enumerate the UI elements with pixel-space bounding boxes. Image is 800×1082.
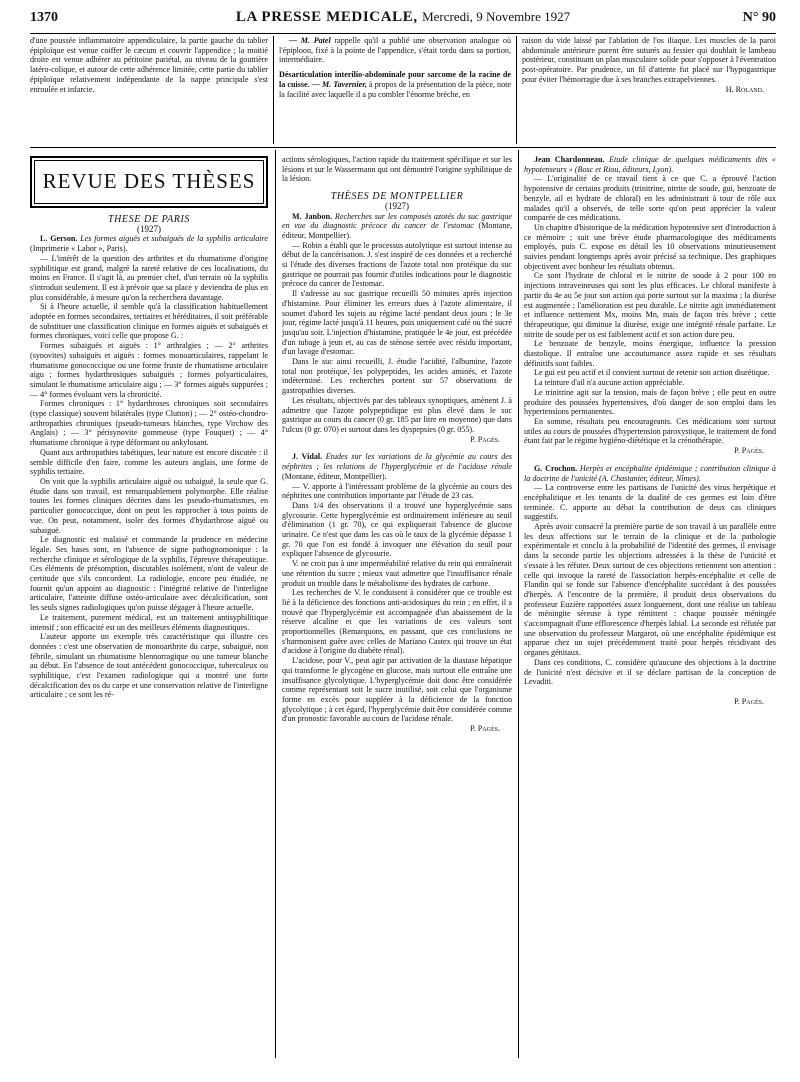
review-publisher: (A. Chastanier, éditeur, Nîmes). [596, 473, 701, 483]
text-paragraph: V. ne croit pas à une imperméabilité relative du rein qui entraînerait une rétention du sucre ; mieux vaut admettre que l'insuffisance rénale produit un trouble dans le métabolisme des hydrates de carbone. [282, 559, 512, 588]
signature: P. Pagès. [470, 434, 500, 444]
text-paragraph: — V. apporte à l'intéressant problème de la glycémie au cours des néphrites une contribution importante par l'étude de 23 cas. [282, 481, 512, 501]
text-paragraph: L'auteur apporte un exemple très caractéristique qui illustre ces données : c'est une observation de monoarthrite du carpe, subaiguë, non fébrile, simulant un rhumatisme blennorragique ou une tumeur blanche au début. En l'absence de tout antécédent gonococcique, tuberculeux ou syphilitique, c'est l'examen radiologique qui a montré une forte décalcification des os du carpe et une conservation relative de l'interligne articulaire ; ce sont les ré- [30, 632, 268, 700]
subsection-heading: THÈSE DE PARIS [107, 215, 191, 225]
text-paragraph: Le trinitrine agit sur la tension, mais de façon brève ; elle peut en outre produire des poussées hypertensives, d'où danger de son emploi dans les hypertensions permanentes. [524, 387, 776, 417]
column-rule [273, 36, 274, 144]
text-paragraph: Formes chroniques : 1° hydarthroses chroniques soit secondaires (type classique) souvent bilatérales (type Clutton) ; — 2° ostéo-chondro-arthropathies chroniques (pseudo-tumeurs blanches, type Virchow des Anglais) ; — 3° périsynovite gommeuse (type Fouquet) ; — 4° rhumatisme chronique à type déformant ou ankylosant. [30, 399, 268, 448]
speaker-name: — M. Patel [289, 36, 331, 45]
page-number: 1370 [30, 10, 58, 25]
text-paragraph: Le traitement, purement médical, est un traitement antisyphilitique intensif ; son efficacité est un des meilleurs éléments diagnostiques. [30, 612, 268, 632]
column-rule [518, 150, 519, 1058]
signature: P. Pagès. [734, 446, 764, 456]
review-title: Etude clinique de quelques médicaments dits « hypotenseurs » [524, 155, 776, 174]
review-heading [524, 155, 776, 174]
column-rule [275, 150, 276, 1058]
text-paragraph [279, 70, 511, 99]
signature: P. Pagès. [734, 696, 764, 706]
text-paragraph: Un chapitre d'historique de la médication hypotensive sert d'introduction à ce mémoire ; suit une brève étude pharmacologique des médicaments employés, puis C. expose en détail les 10 observations minutieusement suivies pendant longtemps après avoir précisé sa technique. Des graphiques objectivent avec bonheur les résultats obtenus. [524, 222, 776, 271]
text-paragraph: — L'intérêt de la question des arthrites et du rhumatisme d'origine syphilitique est grand, malgré la rareté relative de ces localisations, du moins en France. Il s'agit là, au premier chef, d'un terrain où la syphilis s'introduit seulement. Il est à prévoir que sa place y deviendra de plus en plus considérable, à mesure qu'on la recherchera davantage. [30, 253, 268, 302]
paragraph-body: rappelle qu'il a publié une observation analogue où l'épiploon, fixé à la pointe de l'appendice, s'était tordu dans sa portion, intermédiaire. [279, 36, 511, 65]
text-paragraph: Les recherches de V. le conduisent à considérer que ce trouble est lié à la déficience des fonctions anti-acidosiques du rein ; en effet, il a trouvé que l'hyperglycémie est accompagnée d'un abaissement de la réserve alcaline et que les variations de ces valeurs sont proportionnelles (Remarquons, en passant, que ces conclusions ne s'harmonisent guère avec celles de Mariano Castex qui trouve un état d'acidose à l'origine du diabète rénal). [282, 588, 512, 656]
text-paragraph: Après avoir consacré la première partie de son travail à un parallèle entre les deux affections sur le terrain de la clinique et de la pathologie expérimentale et conclu à la probabilité de l'identité des germes, il envisage dans la seconde partie les objections adressées à la thèse de l'unicité et s'essaie à les réfuter. Deux surtout de ces objections retiennent son attention : celle qui invoque la rareté de l'association herpès-encéphalite et celle de Flandin qui se fonde sur l'absence d'encéphalite succédant à des poussées d'herpès. A l'encontre de la première, il produit deux observations du professeur Euzière rapportées assez longuement, dont une réalise un tableau de méningite séreuse à type rémittent : chaque poussée méningée s'accompagnait d'une efflorescence d'herpès labial. La seconde est réfutée par une observation du professeur Margarot, où une encéphalite épidémique est apparue chez un sujet précédemment traité pour herpès récidivant des organes génitaux. [524, 522, 776, 658]
text-paragraph: Il s'adresse au suc gastrique recueilli 50 minutes après injection d'histamine. Pour éliminer les erreurs dues à l'azote alimentaire, il soumet d'abord les sujets au régime lacté pendant deux jours ; le 3e jour, régime lacté jusqu'à 11 heures, puis uniquement café ou thé sucré jusqu'au soir. L'injection d'histamine, pratiquée le 4e jour, est précédée d'un tubage à jeun et, au cas de sténose serrée avec résidu important, d'un lavage d'estomac. [282, 289, 512, 357]
review-title: Etudes sur les variations de la glycémie au cours des néphrites ; les relations de l'hyperglycémie et de l'acidose rénale [282, 452, 512, 472]
review-author: G. Crochon. [534, 463, 578, 473]
review-author: J. Vidal. [292, 452, 323, 462]
main-middle-column [282, 155, 512, 1057]
text-paragraph: — L'originalité de ce travail tient à ce que C. a éprouvé l'action hypotensive de certains produits (trinitrine, nitrite de soude, gui, benzoate de benzyle, ail et hydrate de chloral) en les administrant à tour de rôle aux malades qu'il a observés, de telle sorte qu'on peut apprécier la valeur comparée de ces médications. [524, 174, 776, 223]
main-left-column [30, 215, 268, 1057]
review-title: Les formes aiguës et subaiguës de la syphilis articulaire [77, 234, 268, 244]
text-paragraph: Dans le suc ainsi recueilli, J. étudie l'acidité, l'albumine, l'azote total non protéique, les polypeptides, les acides aminés, et l'azote indéterminé. Les recherches portent sur 57 observations de gastropathies diverses. [282, 357, 512, 396]
column-rule [516, 36, 517, 144]
text-paragraph: Ce sont l'hydrate de chloral et le nitrite de soude à 2 pour 100 en injections intraveineuses qui sont les plus efficaces. Le chloral manifeste à partir du 4e au 5e jour son action qui porte surtout sur la maxima ; la diurèse est augmentée ; l'amélioration est peu durable. Le nitrite agit immédiatement et influence nettement Mx, moins Mn, mais de façon très brève ; cette thérapeutique, qui diminue la diurèse, exige une intégrité rénale parfaite. Le nitrite de soude per os est faiblement actif et son action dure peu. [524, 271, 776, 339]
subsection-year: (1927) [385, 200, 409, 211]
issue-number: N° 90 [742, 10, 776, 25]
text-paragraph: Dans 1/4 des observations il a trouvé une hyperglycémie sans glycosurie. Cette hyperglycémie est ordinairement inférieure au seuil d'élimination (1 gr. 70), ce qui expliquerait l'absence de glucose urinaire. Ce n'est que dans les cas où le taux de la glycémie dépasse 1 gr. 70 que l'on est fondé à invoquer une élévation du seuil pour expliquer l'absence de glycosurie. [282, 500, 512, 559]
section-title: REVUE DES THÈSES [42, 169, 256, 193]
text-paragraph: raison du vide laissé par l'ablation de l'os iliaque. Les muscles de la paroi abdominale antérieure purent être suturés au fessier qui doublait le lambeau postérieur, constituant un plan musculaire solide pour s'opposer à l'éventration post-opératoire. Par prudence, un fil d'attente fut placé sur l'hypogastrique pour éviter l'hémorragie due à ses branches extrapelviennes. [522, 36, 776, 84]
subsection-year: (1927) [137, 223, 161, 234]
paragraph-body: à propos de la présentation de la pièce, note la facilité avec laquelle il a pu combler l'énorme brèche, en [279, 79, 511, 99]
journal-title: LA PRESSE MEDICALE, [235, 9, 418, 25]
top-middle-column [279, 36, 511, 144]
text-paragraph: En somme, résultats peu encourageants. Ces médications sont surtout utiles au cours de poussées d'hypertension paroxystique, le traitement de fond étant fait par le régime hygiéno-diététique et la crénothérapie. [524, 416, 776, 446]
signature: P. Pagès. [470, 724, 500, 734]
text-paragraph: — Robin a établi que le processus autolytique est surtout intense au début de la cancérisation. J. s'est inspiré de ces données et a recherché si l'étude des diverses fractions de l'azote total non protéique du suc gastrique ne pourrait pas fournir d'utiles indications pour le diagnostic précoce du cancer de l'estomac. [282, 240, 512, 289]
review-title: Recherches sur les composés azotés du suc gastrique en vue du diagnostic précoce du cancer de l'estomac [282, 211, 512, 231]
text-paragraph [279, 36, 511, 65]
review-author: L. Gerson. [40, 234, 78, 244]
review-publisher: (Montane, éditeur, Montpellier). [282, 221, 512, 240]
text-paragraph: — La controverse entre les partisans de l'unicité des virus herpétique et encéphalitique et les tenants de la dualité de ces germes est loin d'être terminée. C. apporte au débat la contribution de deux cas cliniques suggestifs. [524, 483, 776, 522]
section-title-box [30, 156, 268, 208]
section-rule [30, 147, 776, 148]
review-author: M. Janbon. [292, 211, 333, 221]
review-title: Herpès et encéphalite épidémique ; contribution clinique à la doctrine de l'unicité [524, 463, 776, 483]
review-publisher: (Imprimerie « Labor », Paris). [30, 244, 128, 254]
text-paragraph: Formes subaiguës et aiguës : 1° arthralgies ; — 2° arthrites (synovites) subaiguës et aiguës : formes monoarticulaires, rappelant le rhumatisme gonococcique ou une forme fruste de rhumatisme articulaire aigu ; formes hydarthrosiques subaiguës ; formes polyarticulaires, simulant le rhumatisme articulaire aigu ; — 3° formes aiguës suppurées ; — 4° formes évoluant vers la chronicité. [30, 341, 268, 399]
review-author: Jean Chardonneau. [534, 155, 605, 164]
top-right-column [522, 36, 776, 144]
text-paragraph: Quant aux arthropathies tabétiques, leur nature est encore discutée : il semble difficile d'en faire, comme les auteurs anglais, une forme de syphilis tertiaire. [30, 447, 268, 477]
review-heading [282, 452, 512, 481]
text-paragraph: Les résultats, objectivés par des tableaux synoptiques, amènent J. à admettre que l'azote polypeptidique est plus élevé dans le suc gastrique au cours du cancer (0 gr. 185 par litre en moyenne) que dans l'ulcus (0 gr. 070) et surtout dans les dyspepsies (0 gr. 055). [282, 395, 512, 434]
review-publisher: (Montane, éditeur, Montpellier). [282, 471, 387, 481]
communication-title: Désarticulation interilio-abdominale pour sarcome de la racine de la cuisse. [279, 70, 511, 89]
review-heading [524, 464, 776, 483]
review-heading [282, 212, 512, 241]
running-head [30, 8, 776, 28]
text-paragraph: Le diagnostic est malaisé et commande la prudence en médecine légale. Ses bases sont, en l'absence de signe pathognomonique : la recherche clinique et sérologique de la syphilis, l'épreuve thérapeutique. Ces éléments de présomption, discutables isolément, n'ont de valeur de certitude que s'ils concordent. La radiologie, encore peu étudiée, ne fournit qu'un appoint au diagnostic : l'intégrité relative de l'interligne articulaire, l'atteinte diffuse ostéo-articulaire avec décalcification, sont les seuls signes radiologiques qu'on puisse dégager à l'heure actuelle. [30, 535, 268, 613]
subsection-heading: THÈSES DE MONTPELLIER [330, 191, 464, 203]
text-paragraph: actions sérologiques, l'action rapide du traitement spécifique et sur les lésions et sur le Wassermann qui ont démontré l'origine syphilitique de la lésion. [282, 155, 512, 184]
text-paragraph: On voit que la syphilis articulaire aiguë ou subaiguë, la seule que G. étudie dans son travail, est remarquablement polymorphe. Elle réalise toutes les formes cliniques décrites dans les pseudo-rhumatismes, en particulier gonococcique, dont on peut les rapprocher à tous points de vue. On peut, notamment, isoler des formes d'hydarthrose aiguë ou subaiguë. [30, 476, 268, 535]
text-paragraph: La teinture d'ail n'a aucune action appréciable. [534, 378, 685, 388]
review-publisher: (Bosc et Riou, éditeurs, Lyon). [572, 164, 674, 174]
main-right-column [524, 155, 776, 1057]
header-rule [30, 33, 776, 34]
text-paragraph: d'une poussée inflammatoire appendiculaire, la partie gauche du tablier épiploïque est venue coiffer le cæcum et couvrir l'appendice ; la moitié droite est venue adhérer au péritoine pariétal, au niveau de la gouttière latéro-colique, et autour de cette adhérence limitée, cette partie du tablier épiploïque relativement indépendante de la nappe principale s'est enroulée et infarcie. [30, 36, 268, 94]
review-heading [30, 234, 268, 253]
text-paragraph: Si à l'heure actuelle, il semble qu'à la classification habituellement adoptée en formes secondaires, tertiaires et héréditaires, il soit préférable de substituer une classification clinique en formes aiguës et subaiguës et formes chroniques, voici celle que propose G. : [30, 302, 268, 341]
text-paragraph: Dans ces conditions, C. considère qu'aucune des objections à la doctrine de l'unicité n'est décisive et il se déclare partisan de la conception de Levaditi. [524, 657, 776, 687]
top-left-column [30, 36, 268, 144]
speaker-name: — M. Tavernier, [309, 79, 367, 89]
text-paragraph: Le gui est peu actif et il convient surtout de retenir son action diurétique. [534, 368, 770, 378]
journal-title-line [30, 9, 776, 26]
issue-date: Mercredi, 9 Novembre 1927 [422, 9, 571, 24]
text-paragraph: Le benzoate de benzyle, moins énergique, influence la pression diastolique. Il entraîne une accoutumance assez rapide et ses résultats définitifs sont faibles. [524, 339, 776, 368]
signature: H. Roland. [725, 84, 764, 94]
text-paragraph: L'acidose, pour V., peut agir par activation de la diastase hépatique qui transforme le glycogène en glucose, mais surtout elle entraîne une insuffisance glycolytique. L'hyperglycémie doit donc être considérée comme représentant soit le sucre inutilisé, soit celui que l'organisme forme en excès pour suppléer à la déficience de la fonction glycolytique ; à cet égard, l'hyperglycémie doit être considérée comme d'un pronostic favorable au cours de l'acidose rénale. [282, 656, 512, 724]
